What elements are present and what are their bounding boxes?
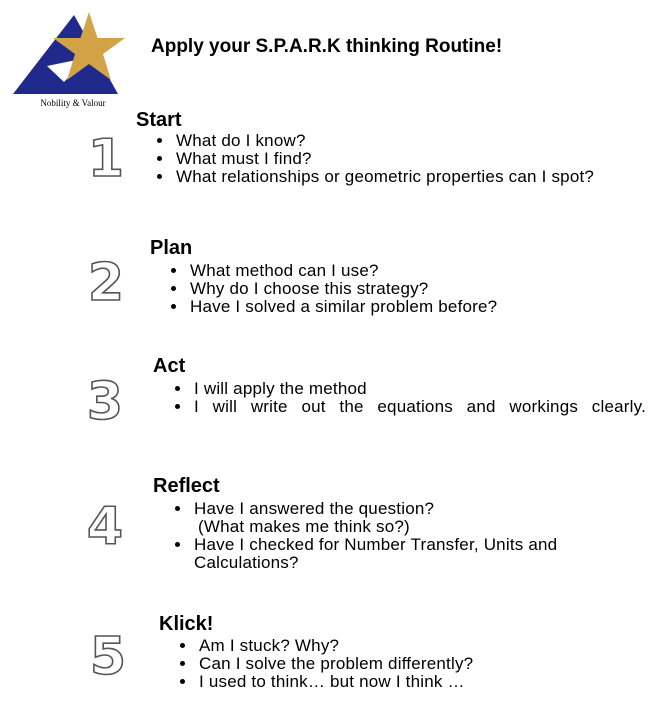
step-heading: Start — [136, 109, 182, 131]
svg-text:3: 3 — [86, 372, 124, 432]
svg-text:5: 5 — [89, 627, 127, 687]
step-heading: Act — [153, 355, 186, 377]
step-heading: Klick! — [159, 613, 214, 635]
svg-text:1: 1 — [87, 129, 125, 189]
step-list — [179, 637, 637, 691]
list-item: • I used to think… but now I think … — [197, 673, 637, 691]
list-item: • Have I solved a similar problem before? — [188, 298, 628, 316]
page-title: Apply your S.P.A.R.K thinking Routine! — [151, 36, 503, 57]
step-list — [174, 500, 648, 572]
list-item: • Can I solve the problem differently? — [197, 655, 637, 673]
step-heading: Reflect — [153, 475, 220, 497]
number-4-outline-icon — [84, 496, 126, 557]
list-item — [192, 500, 648, 536]
list-item: • What must I find? — [174, 150, 640, 168]
school-logo — [12, 12, 134, 110]
star-triangle-logo-icon — [12, 12, 134, 98]
list-item: • Have I checked for Number Transfer, Units and Calculations? — [192, 536, 648, 572]
list-item: • Am I stuck? Why? — [197, 637, 637, 655]
step-list — [170, 262, 628, 316]
list-item: • What relationships or geometric properties can I spot? — [174, 168, 640, 186]
number-3-outline-icon — [85, 371, 125, 432]
logo-caption: Nobility & Valour — [40, 98, 106, 108]
svg-text:4: 4 — [86, 497, 124, 557]
list-item-subtext: (What makes me think so?) — [198, 517, 410, 536]
number-1-outline-icon — [87, 128, 125, 189]
list-item: • What do I know? — [174, 132, 640, 150]
list-item: • I will write out the equations and workings clearly. — [192, 398, 646, 416]
step-list — [174, 380, 646, 416]
svg-text:2: 2 — [87, 253, 125, 313]
list-item-text: Have I answered the question? — [194, 499, 435, 518]
step-heading: Plan — [150, 237, 193, 259]
list-item: • What method can I use? — [188, 262, 628, 280]
step-list — [156, 132, 640, 186]
number-2-outline-icon — [86, 252, 126, 313]
list-item: • I will apply the method — [192, 380, 646, 398]
list-item: • Why do I choose this strategy? — [188, 280, 628, 298]
number-5-outline-icon — [88, 626, 128, 687]
